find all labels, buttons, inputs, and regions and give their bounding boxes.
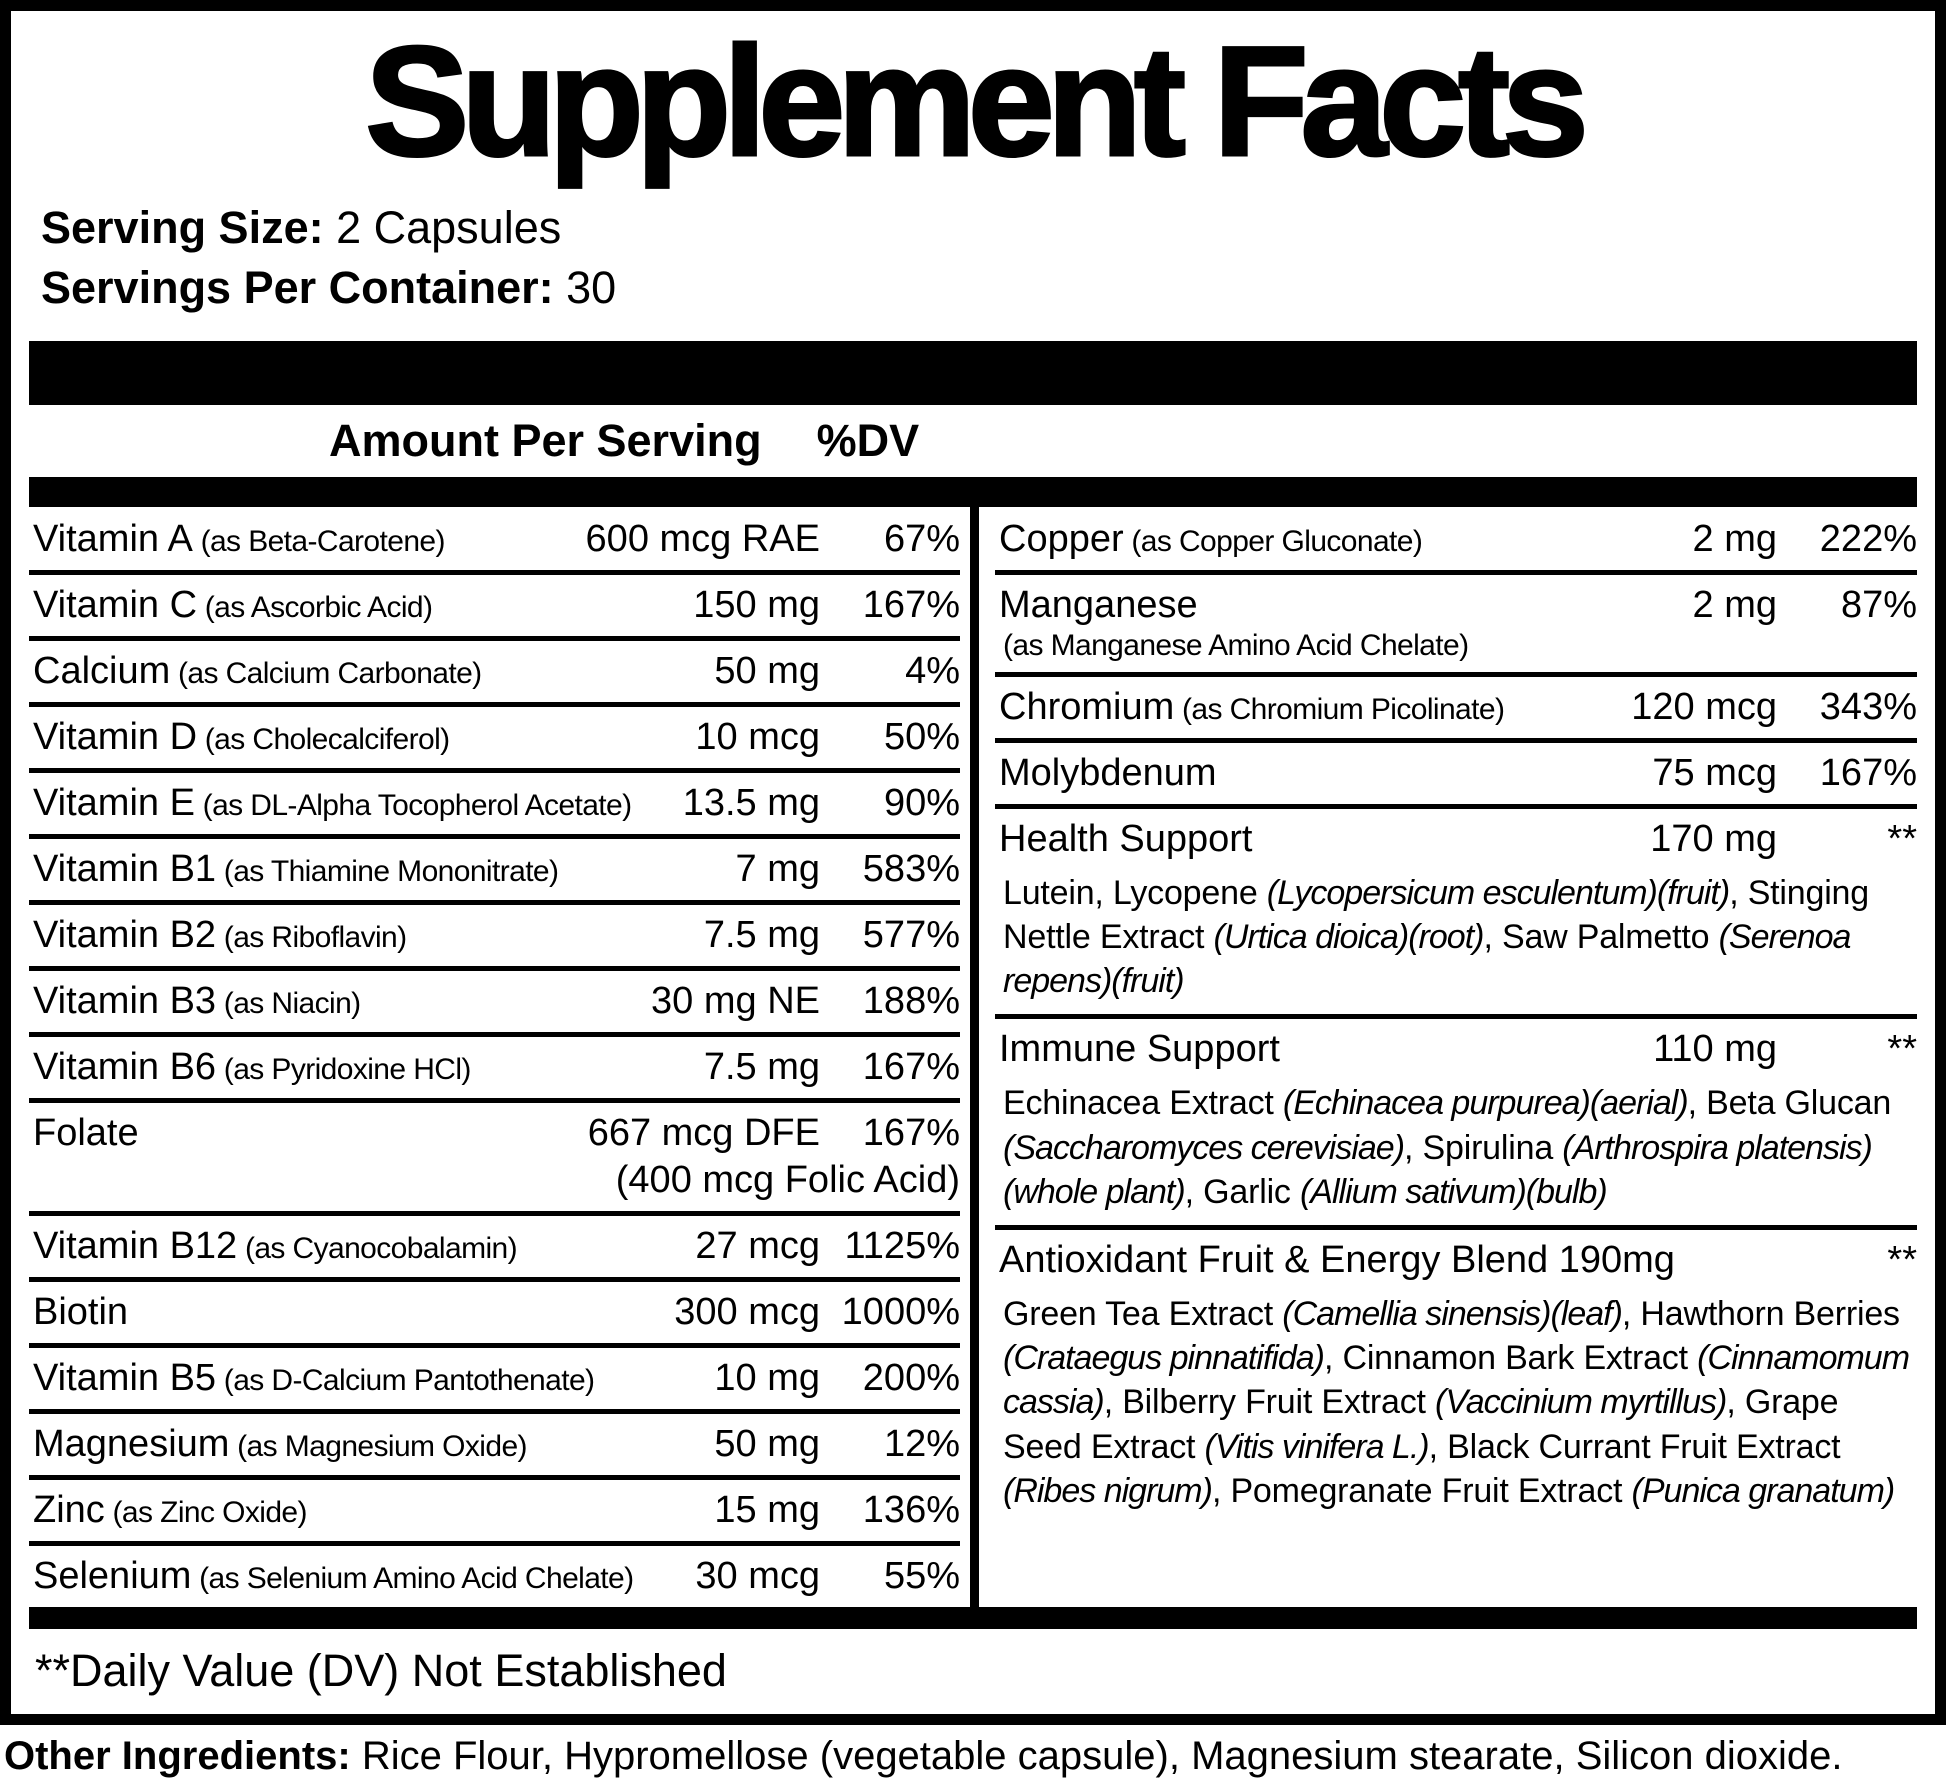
nutrient-name: Vitamin A [33,517,193,560]
nutrient-source: (as Riboflavin) [216,920,407,954]
table-row [995,809,1917,1020]
nutrient-source: (as D-Calcium Pantothenate) [216,1363,595,1397]
daily-value: 87% [1840,583,1917,626]
table-row [29,905,960,971]
row-line [999,686,1917,729]
nutrient-name: Vitamin B1 [33,847,217,890]
amount-per-serving: 30 mg NE [651,979,820,1022]
nutrient-name: Antioxidant Fruit & Energy Blend 190mg [999,1239,1675,1282]
blend-ingredients [999,871,1917,1004]
nutrient-name: Vitamin D [33,715,198,758]
botanical-name: (Punica granatum) [1631,1471,1895,1510]
ingredient-text: , Grape Seed Extract [1003,1383,1839,1466]
daily-value: 188% [862,979,960,1022]
nutrient-name: Calcium [33,649,171,692]
table-row [29,773,960,839]
nutrient-name: Vitamin E [33,781,195,824]
dv-header: %DV [816,414,920,466]
ingredient-text: , Cinnamon Bark Extract [1323,1339,1698,1378]
nutrient-name: Selenium [33,1554,192,1597]
daily-value: 1000% [841,1290,960,1333]
daily-value: 90% [883,781,960,824]
nutrient-name: Vitamin B5 [33,1356,217,1399]
table-row [29,1546,960,1607]
nutrient-source: (as Niacin) [216,986,361,1020]
nutrient-name-cell [999,686,1621,729]
daily-value: 200% [862,1356,960,1399]
row-line [33,1046,960,1089]
column-divider [970,507,979,1607]
ingredient-text: , Pomegranate Fruit Extract [1211,1471,1632,1510]
botanical-name: (Cinnamomum cassia) [1003,1339,1910,1422]
daily-value: 167% [862,583,960,626]
nutrient-source: (as Calcium Carbonate) [170,656,482,690]
serving-info [41,198,1917,317]
serving-size-label: Serving Size: [41,202,324,254]
nutrient-name: Vitamin B12 [33,1224,238,1267]
amount-per-serving: 10 mg [714,1356,820,1399]
daily-value: 167% [1819,751,1917,794]
nutrient-name-cell [33,914,694,957]
nutrient-name: Health Support [999,817,1253,860]
row-line [33,980,960,1023]
table-row [29,839,960,905]
nutrient-name-cell [33,1357,704,1400]
nutrient-name-cell [33,848,726,891]
servings-per-container-line [41,258,1917,317]
ingredient-text: Lutein, Lycopene [1003,873,1267,912]
nutrient-name-cell [33,1423,704,1466]
table-row [995,1019,1917,1230]
nutrient-source: (as Manganese Amino Acid Chelate) [1003,628,1469,662]
nutrient-source: (as Ascorbic Acid) [197,590,433,624]
amount-secondary: (400 mcg Folic Acid) [615,1158,960,1201]
nutrient-name-cell [33,1225,685,1268]
table-row [29,1480,960,1546]
amount-per-serving: 2 mg [1692,583,1777,626]
nutrient-name: Immune Support [999,1028,1280,1071]
table-row [29,1216,960,1282]
daily-value: 4% [905,649,960,692]
ingredient-text: , Bilberry Fruit Extract [1103,1383,1435,1422]
row-line [999,752,1917,795]
nutrient-name: Manganese [999,583,1198,626]
row-line [33,848,960,891]
daily-value: 577% [862,913,960,956]
row-line [999,818,1917,861]
daily-value: 67% [883,517,960,560]
amount-per-serving: 15 mg [714,1488,820,1531]
daily-value: 136% [862,1488,960,1531]
right-column [979,507,1917,1607]
botanical-name: (Ribes nigrum) [1003,1471,1212,1510]
daily-value: 55% [883,1554,960,1597]
row-line [33,1489,960,1532]
daily-value: 12% [883,1422,960,1465]
divider-bar-top [29,341,1917,405]
row-line [33,782,960,825]
amount-per-serving: 13.5 mg [682,781,820,824]
nutrient-name-cell [33,1489,704,1532]
daily-value: 222% [1819,517,1917,560]
table-row [29,707,960,773]
botanical-name: (Lycopersicum esculentum)(fruit) [1266,873,1730,912]
table-row [995,509,1917,575]
divider-bar-header [29,477,1917,507]
nutrient-name-cell [999,818,1640,861]
table-row [29,575,960,641]
ingredient-text: Echinacea Extract [1003,1084,1283,1123]
row-line [33,914,960,957]
row-line [999,1239,1917,1282]
ingredient-text: , Stinging Nettle Extract [1003,873,1869,957]
nutrient-name: Zinc [33,1488,105,1531]
nutrient-source: (as Thiamine Mononitrate) [216,854,559,888]
botanical-name: (Arthrospira platensis)(whole plant) [1003,1128,1872,1211]
nutrient-name: Magnesium [33,1422,230,1465]
amount-per-serving: 27 mcg [695,1224,820,1267]
nutrient-source: (as Zinc Oxide) [104,1495,307,1529]
amount-per-serving: 7.5 mg [703,1045,820,1088]
nutrient-name: Vitamin B6 [33,1045,217,1088]
row-line [33,716,960,759]
amount-per-serving: 667 mcg DFE [587,1111,820,1154]
serving-size-line [41,198,1917,257]
nutrient-name-cell [33,650,704,693]
daily-value: ** [1887,817,1917,860]
amount-per-serving: 10 mcg [695,715,820,758]
servings-per-container-value: 30 [553,261,617,313]
nutrient-name: Copper [999,517,1124,560]
amount-per-serving-header: Amount Per Serving [329,414,762,466]
amount-per-serving: 120 mcg [1631,685,1777,728]
daily-value: 50% [883,715,960,758]
row-line [999,518,1917,561]
nutrient-name-cell [33,584,683,627]
nutrient-name-cell [999,752,1642,795]
row-line [33,1225,960,1268]
botanical-name: (Urtica dioica)(root) [1213,918,1484,957]
nutrient-source: (as Selenium Amino Acid Chelate) [191,1561,634,1595]
daily-value: 167% [862,1111,960,1154]
servings-per-container-label: Servings Per Container: [41,261,554,313]
other-ingredients [4,1734,1946,1779]
amount-per-serving: 600 mcg RAE [585,517,820,560]
nutrient-name: Chromium [999,685,1175,728]
nutrient-source: (as Pyridoxine HCl) [216,1052,471,1086]
nutrient-source: (as Chromium Picolinate) [1174,692,1505,726]
daily-value: 1125% [844,1224,960,1267]
row-line [33,1555,960,1598]
row-line [33,584,960,627]
amount-per-serving: 110 mg [1653,1028,1777,1071]
nutrient-source: (as DL-Alpha Tocopherol Acetate) [194,788,632,822]
botanical-name: (Serenoa repens)(fruit) [1003,918,1851,1001]
table-row [29,1037,960,1103]
divider-bar-bottom [29,1607,1917,1629]
table-row [29,509,960,575]
daily-value: ** [1887,1028,1917,1071]
table-row [29,1414,960,1480]
amount-per-serving: 2 mg [1692,517,1777,560]
nutrient-name-cell [33,716,685,759]
blend-ingredients [999,1081,1917,1214]
table-row [995,575,1917,677]
serving-size-value: 2 Capsules [323,202,562,254]
daily-value: 167% [862,1045,960,1088]
nutrient-name-cell [999,584,1683,627]
table-row [29,1348,960,1414]
ingredient-text: Green Tea Extract [1003,1295,1283,1334]
nutrient-name-cell [999,1028,1643,1071]
nutrient-columns [29,507,1917,1607]
nutrient-name: Molybdenum [999,751,1217,794]
nutrient-source: (as Beta-Carotene) [192,524,445,558]
nutrient-source: (as Cholecalciferol) [197,722,450,756]
nutrient-name-cell [999,1239,1767,1282]
amount-per-serving: 7 mg [735,847,820,890]
row-line [33,518,960,561]
table-row [995,743,1917,809]
nutrient-name-cell [33,1046,694,1089]
left-column [29,507,970,1607]
ingredient-text: , Black Currant Fruit Extract [1428,1427,1841,1466]
amount-per-serving: 30 mcg [695,1554,820,1597]
nutrient-name-cell [33,518,576,561]
row-line [33,1291,960,1334]
ingredient-text: , Spirulina [1404,1128,1563,1167]
page-title: Supplement Facts [365,15,1581,189]
nutrient-name: Vitamin B2 [33,913,217,956]
amount-per-serving: 170 mg [1650,817,1777,860]
botanical-name: (Echinacea purpurea)(aerial) [1282,1084,1688,1123]
botanical-name: (Camellia sinensis)(leaf) [1282,1295,1622,1334]
nutrient-name: Vitamin C [33,583,198,626]
table-row [29,641,960,707]
nutrient-name-cell [33,1555,685,1598]
table-row [29,971,960,1037]
row-line [33,650,960,693]
nutrient-name-cell [33,980,641,1023]
botanical-name: (Vaccinium myrtillus) [1435,1383,1727,1422]
table-row [995,1230,1917,1524]
amount-per-serving: 300 mcg [674,1290,820,1333]
nutrient-name-cell [33,1112,578,1155]
nutrient-name-cell [33,782,673,825]
nutrient-name-cell [33,1291,664,1334]
nutrient-source: (as Copper Gluconate) [1123,524,1423,558]
ingredient-text: , Beta Glucan [1687,1084,1892,1123]
ingredient-text: , Hawthorn Berries [1621,1295,1900,1334]
nutrient-name: Biotin [33,1290,129,1333]
amount-per-serving: 7.5 mg [703,913,820,956]
botanical-name: (Crataegus pinnatifida) [1003,1339,1324,1378]
amount-per-serving: 50 mg [714,649,820,692]
daily-value-footnote: **Daily Value (DV) Not Established [35,1644,727,1696]
botanical-name: (Saccharomyces cerevisiae) [1003,1128,1405,1167]
row-line [33,1357,960,1400]
botanical-name: (Vitis vinifera L.) [1204,1427,1429,1466]
table-header [29,405,1917,477]
row-line [33,1112,960,1155]
table-row [29,1103,960,1216]
row-line [999,1028,1917,1071]
amount-per-serving: 150 mg [693,583,820,626]
nutrient-name: Folate [33,1111,139,1154]
ingredient-text: , Saw Palmetto [1483,918,1719,957]
amount-per-serving: 75 mcg [1652,751,1777,794]
nutrient-source: (as Cyanocobalamin) [237,1231,518,1265]
other-ingredients-label: Other Ingredients: [4,1734,351,1778]
nutrient-name-cell [999,518,1683,561]
blend-ingredients [999,1292,1917,1513]
botanical-name: (Allium sativum)(bulb) [1299,1172,1607,1211]
nutrient-name: Vitamin B3 [33,979,217,1022]
other-ingredients-text: Rice Flour, Hypromellose (vegetable capsule), Magnesium stearate, Silicon dioxide. [350,1734,1843,1778]
row-line [999,584,1917,627]
row-line [33,1423,960,1466]
amount-per-serving: 50 mg [714,1422,820,1465]
daily-value: ** [1887,1239,1917,1282]
nutrient-source: (as Magnesium Oxide) [229,1429,527,1463]
table-row [29,1282,960,1348]
daily-value: 583% [862,847,960,890]
daily-value: 343% [1819,685,1917,728]
ingredient-text: , Garlic [1184,1172,1300,1211]
table-row [995,677,1917,743]
